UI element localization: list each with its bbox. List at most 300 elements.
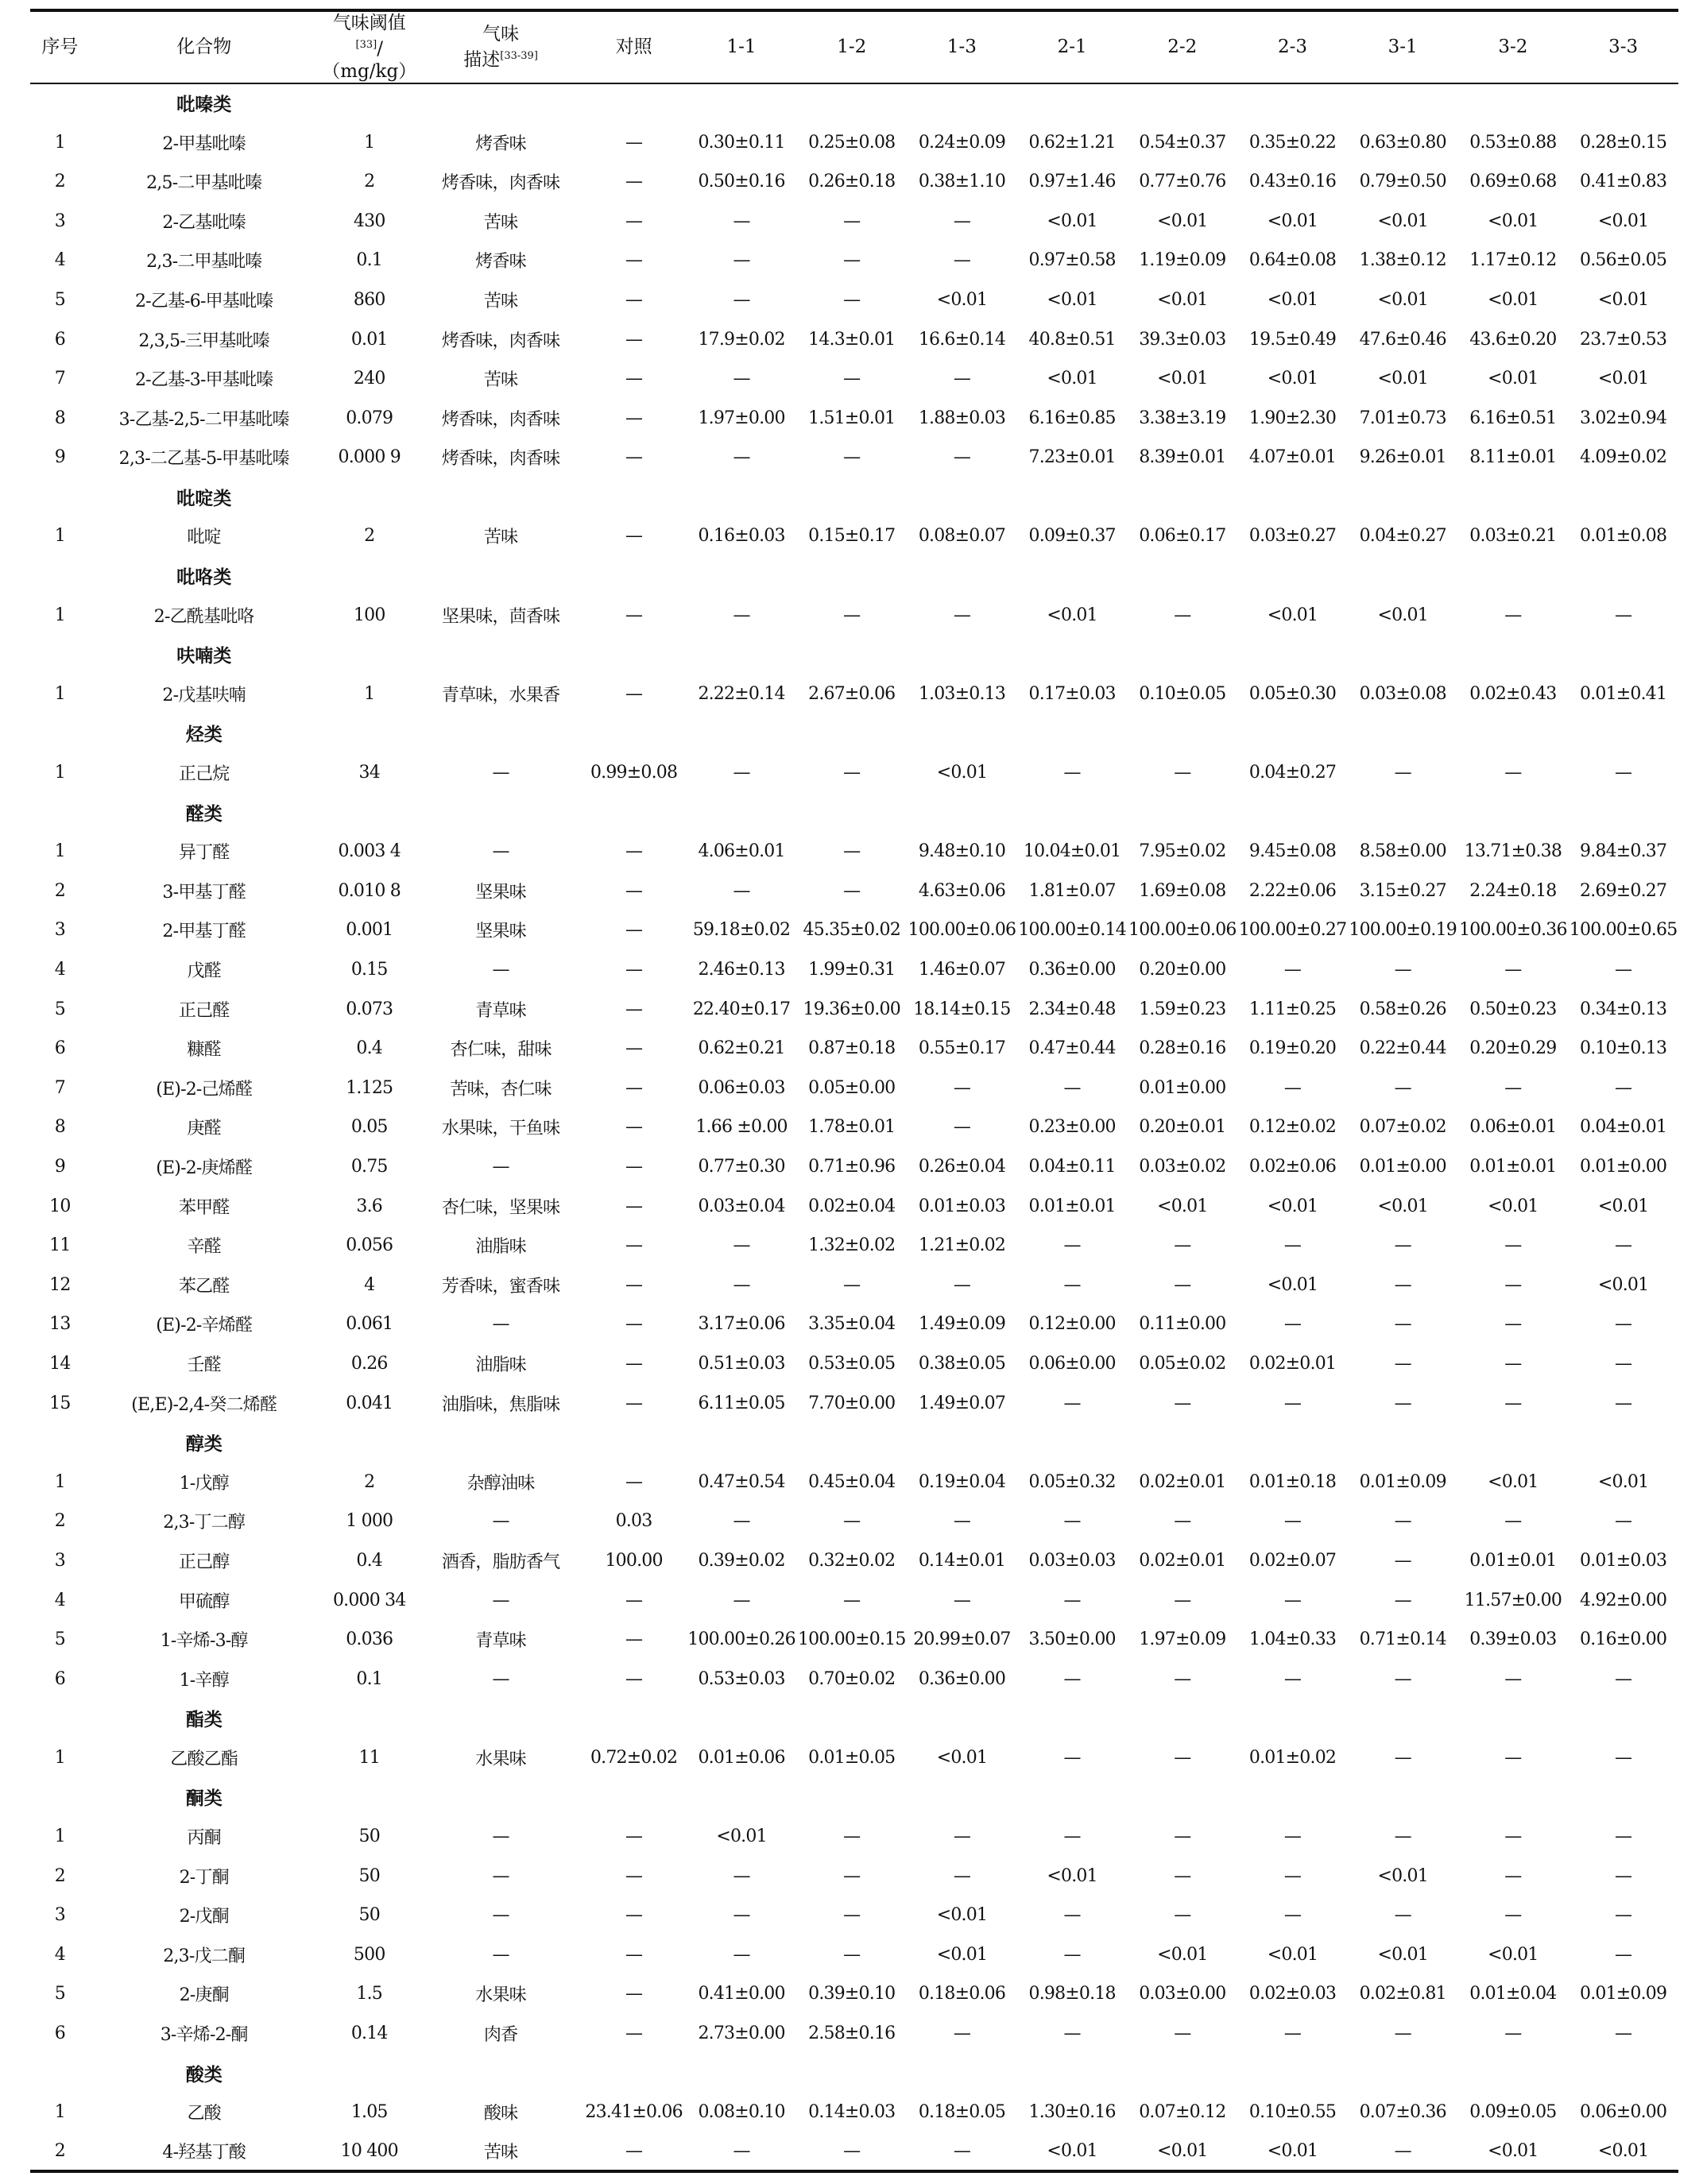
cell-sample-value: —	[953, 250, 971, 271]
cell-sample-value: 0.04±0.27	[1248, 763, 1337, 783]
cell-compound: 3-乙基-2,5-二甲基吡嗪	[118, 409, 289, 430]
cell-sample-value: 0.07±0.12	[1139, 2102, 1226, 2123]
cell-compound: 糠醛	[187, 1040, 221, 1061]
cell-sample-value: 45.35±0.02	[803, 920, 900, 941]
cell-threshold: 430	[353, 211, 385, 231]
cell-compound: 吡啶	[187, 528, 221, 548]
table-row	[30, 1620, 1678, 1660]
cell-no: 3	[54, 1905, 65, 1926]
cell-sample-value: 0.53±0.03	[698, 1668, 785, 1689]
cell-sample-value: 0.09±0.37	[1028, 526, 1116, 547]
cell-sample-value: —	[1063, 1274, 1081, 1295]
cell-sample-value: 0.04±0.11	[1028, 1156, 1116, 1177]
cell-compound: 2-丁酮	[179, 1867, 229, 1888]
cell-compound: 2,3-二甲基吡嗪	[146, 252, 262, 273]
cell-sample-value: —	[1394, 1235, 1411, 1256]
header-threshold-label: 气味阈值	[332, 13, 406, 33]
cell-empty	[30, 2053, 90, 2093]
cell-sample-value: 0.07±0.02	[1359, 1117, 1446, 1138]
cell-sample-value: 100.00±0.65	[1569, 920, 1678, 941]
cell-sample-value: —	[1283, 1865, 1302, 1886]
cell-threshold: 0.01	[350, 329, 388, 350]
cell-control: —	[625, 1826, 643, 1847]
table-row	[30, 319, 1678, 359]
cell-sample-value: —	[953, 1865, 971, 1886]
cell-sample-value: <0.01	[1047, 605, 1097, 625]
cell-sample-value: 0.45±0.04	[808, 1471, 896, 1492]
header-sample: 2-3	[1277, 37, 1308, 58]
cell-sample-value: 1.21±0.02	[918, 1235, 1006, 1256]
cell-description: 油脂味，焦脂味	[441, 1394, 560, 1415]
cell-sample-value: —	[843, 2140, 861, 2161]
cell-sample-value: 4.92±0.00	[1580, 1590, 1667, 1610]
cell-description: —	[492, 841, 509, 862]
cell-sample-value: 0.38±1.10	[918, 172, 1006, 192]
table-row	[30, 2014, 1678, 2054]
cell-sample-value: —	[1063, 1944, 1081, 1965]
cell-sample-value: 1.11±0.25	[1248, 999, 1337, 1019]
cell-sample-value: 0.28±0.16	[1139, 1038, 1226, 1059]
cell-control: —	[625, 1471, 643, 1492]
cell-sample-value: 23.7±0.53	[1580, 329, 1667, 350]
cell-sample-value: —	[1615, 1747, 1632, 1768]
cell-sample-value: —	[1504, 1747, 1522, 1768]
cell-compound: 2-甲基吡嗪	[162, 133, 246, 154]
table-row	[30, 1580, 1678, 1620]
cell-sample-value: —	[733, 2140, 750, 2161]
cell-sample-value: 0.05±0.00	[808, 1077, 896, 1098]
cell-sample-value: 0.01±0.03	[1580, 1550, 1667, 1571]
cell-sample-value: 0.02±0.01	[1248, 1353, 1337, 1374]
cell-sample-value: 1.32±0.02	[808, 1235, 896, 1256]
cell-sample-value: 0.97±1.46	[1028, 172, 1116, 192]
cell-sample-value: 0.06±0.17	[1139, 526, 1226, 547]
cell-sample-value: 0.63±0.80	[1359, 132, 1446, 153]
table-row	[30, 1305, 1678, 1344]
cell-no: 11	[49, 1235, 71, 1256]
cell-sample-value: 0.36±0.00	[918, 1668, 1006, 1689]
category-row	[30, 1423, 1678, 1463]
cell-control: 0.03	[615, 1511, 652, 1532]
cell-compound: 庚醛	[187, 1119, 221, 1139]
cell-compound: 1-戊醇	[179, 1473, 229, 1494]
cell-sample-value: —	[1283, 1511, 1302, 1532]
cell-sample-value: —	[1283, 960, 1302, 980]
cell-sample-value: —	[843, 211, 861, 231]
cell-sample-value: 7.70±0.00	[808, 1393, 896, 1413]
cell-sample-value: 1.04±0.33	[1248, 1629, 1337, 1650]
cell-sample-value: —	[843, 763, 861, 783]
cell-empty	[319, 2053, 1678, 2093]
cell-sample-value: <0.01	[1267, 211, 1318, 231]
header-row	[30, 10, 1678, 83]
header-sample: 2-2	[1167, 37, 1198, 58]
cell-compound: 2-乙酰基吡咯	[153, 606, 254, 627]
cell-compound: 2,3-丁二醇	[163, 1513, 246, 1533]
cell-sample-value: 0.50±0.23	[1469, 999, 1557, 1019]
cell-threshold: 50	[358, 1865, 380, 1886]
cell-sample-value: 0.24±0.09	[918, 132, 1006, 153]
cell-sample-value: —	[1615, 2024, 1632, 2044]
cell-empty	[30, 556, 90, 596]
cell-sample-value: 22.40±0.17	[692, 999, 791, 1019]
cell-no: 6	[54, 2024, 65, 2044]
cell-sample-value: 100.00±0.14	[1018, 920, 1126, 941]
cell-sample-value: —	[1615, 605, 1632, 625]
category-label: 呋喃类	[176, 645, 232, 667]
cell-empty	[30, 1699, 90, 1738]
table-row	[30, 1344, 1678, 1384]
cell-sample-value: 0.02±0.07	[1248, 1550, 1337, 1571]
cell-no: 7	[54, 369, 65, 389]
cell-compound: 甲硫醇	[178, 1591, 230, 1612]
cell-description: —	[492, 960, 509, 980]
cell-threshold: 10 400	[340, 2140, 398, 2161]
cell-description: 苦味	[483, 528, 518, 548]
cell-sample-value: 16.6±0.14	[918, 329, 1006, 350]
cell-sample-value: 0.14±0.01	[918, 1550, 1006, 1571]
table-row	[30, 1186, 1678, 1226]
cell-sample-value: 0.41±0.00	[698, 1984, 785, 2004]
cell-sample-value: 0.16±0.00	[1580, 1629, 1667, 1650]
table-row	[30, 675, 1678, 714]
header-threshold-slash: /	[377, 38, 383, 60]
cell-sample-value: —	[1615, 1865, 1632, 1886]
cell-sample-value: <0.01	[1488, 1944, 1539, 1965]
cell-threshold: 860	[353, 289, 385, 310]
cell-sample-value: 0.07±0.36	[1359, 2102, 1446, 2123]
cell-sample-value: 6.11±0.05	[698, 1393, 785, 1413]
cell-sample-value: —	[1174, 1905, 1191, 1926]
cell-sample-value: 0.56±0.05	[1580, 250, 1667, 271]
cell-sample-value: 1.97±0.00	[698, 408, 785, 428]
cell-sample-value: 0.12±0.02	[1248, 1117, 1337, 1138]
cell-threshold: 0.079	[346, 408, 393, 428]
cell-sample-value: 19.36±0.00	[803, 999, 900, 1019]
cell-sample-value: —	[1063, 1511, 1081, 1532]
cell-no: 3	[54, 1550, 65, 1571]
cell-sample-value: 0.01±0.01	[1469, 1156, 1557, 1177]
cell-no: 8	[54, 408, 65, 428]
cell-empty	[319, 556, 1678, 596]
cell-sample-value: —	[1283, 1590, 1302, 1610]
cell-description: 烤香味，肉香味	[441, 330, 560, 351]
cell-control: —	[625, 1196, 643, 1216]
cell-sample-value: —	[1615, 1944, 1632, 1965]
cell-sample-value: <0.01	[1377, 1196, 1428, 1216]
cell-description: 坚果味	[475, 922, 526, 942]
cell-sample-value: 3.50±0.00	[1028, 1629, 1116, 1650]
cell-sample-value: 100.00±0.19	[1349, 920, 1457, 941]
cell-threshold: 1.5	[356, 1984, 383, 2004]
cell-sample-value: —	[1394, 2140, 1411, 2161]
cell-no: 3	[54, 920, 65, 941]
cell-sample-value: 3.35±0.04	[808, 1314, 896, 1335]
cell-sample-value: <0.01	[1597, 1274, 1649, 1295]
table-row	[30, 359, 1678, 399]
cell-empty	[30, 713, 90, 753]
cell-compound: 2-庚酮	[179, 1985, 229, 2006]
category-row	[30, 1777, 1678, 1817]
category-label: 酯类	[185, 1709, 223, 1731]
cell-compound: 苯乙醛	[178, 1276, 230, 1297]
cell-description: 苦味	[483, 212, 518, 233]
header-threshold-ref: [33]	[355, 39, 377, 51]
cell-sample-value: 100.00±0.06	[1128, 920, 1237, 941]
cell-description: 青草味，水果香	[441, 685, 560, 705]
cell-sample-value: —	[1174, 1865, 1191, 1886]
cell-control: —	[625, 1117, 643, 1138]
category-row	[30, 1699, 1678, 1738]
cell-no: 5	[54, 999, 65, 1019]
cell-compound: (E)-2-庚烯醛	[156, 1158, 253, 1178]
cell-sample-value: <0.01	[1267, 605, 1318, 625]
cell-sample-value: —	[1394, 1274, 1411, 1295]
cell-sample-value: 8.11±0.01	[1469, 447, 1557, 468]
cell-sample-value: —	[1504, 1274, 1522, 1295]
cell-control: —	[625, 605, 643, 625]
cell-threshold: 4	[364, 1274, 375, 1295]
cell-description: —	[492, 1865, 509, 1886]
cell-sample-value: 7.23±0.01	[1028, 447, 1116, 468]
cell-description: 苦味	[483, 370, 518, 391]
cell-control: —	[625, 526, 643, 547]
cell-sample-value: 0.34±0.13	[1580, 999, 1667, 1019]
cell-sample-value: 1.59±0.23	[1139, 999, 1226, 1019]
cell-sample-value: 2.22±0.06	[1248, 880, 1337, 901]
cell-sample-value: —	[1394, 1353, 1411, 1374]
table-row	[30, 1935, 1678, 1975]
cell-sample-value: 0.30±0.11	[698, 132, 785, 153]
header-threshold-unit: （mg/kg）	[322, 60, 417, 82]
table-row	[30, 1265, 1678, 1305]
cell-description: —	[492, 1590, 509, 1610]
cell-sample-value: —	[843, 369, 861, 389]
cell-no: 13	[49, 1314, 71, 1335]
table-row	[30, 910, 1678, 950]
cell-control: —	[625, 1156, 643, 1177]
cell-sample-value: 4.09±0.02	[1580, 447, 1667, 468]
cell-sample-value: —	[953, 1511, 971, 1532]
cell-no: 1	[54, 1747, 65, 1768]
cell-sample-value: —	[953, 1117, 971, 1138]
cell-sample-value: —	[1615, 1668, 1632, 1689]
cell-sample-value: 0.41±0.83	[1580, 172, 1667, 192]
cell-sample-value: <0.01	[1377, 1944, 1428, 1965]
cell-sample-value: —	[953, 1590, 971, 1610]
cell-no: 2	[54, 2140, 65, 2161]
cell-compound: 3-辛烯-2-酮	[160, 2025, 248, 2046]
cell-description: 烤香味，肉香味	[441, 449, 560, 470]
cell-sample-value: —	[1504, 1314, 1522, 1335]
table-row	[30, 122, 1678, 162]
cell-sample-value: 100.00±0.26	[687, 1629, 795, 1650]
cell-sample-value: —	[1063, 1077, 1081, 1098]
cell-sample-value: —	[733, 763, 750, 783]
cell-sample-value: 14.3±0.01	[808, 329, 896, 350]
cell-sample-value: <0.01	[1267, 1274, 1318, 1295]
cell-sample-value: <0.01	[1047, 2140, 1097, 2161]
cell-sample-value: 1.51±0.01	[808, 408, 896, 428]
cell-sample-value: 18.14±0.15	[913, 999, 1011, 1019]
cell-sample-value: —	[1394, 1668, 1411, 1689]
cell-sample-value: 0.70±0.02	[808, 1668, 896, 1689]
cell-threshold: 0.010 8	[338, 880, 401, 901]
header-sample: 2-1	[1057, 37, 1087, 58]
cell-sample-value: <0.01	[936, 763, 988, 783]
cell-sample-value: 1.97±0.09	[1139, 1629, 1226, 1650]
cell-description: 油脂味	[475, 1237, 526, 1258]
cell-sample-value: <0.01	[1488, 2140, 1539, 2161]
cell-sample-value: <0.01	[1488, 1471, 1539, 1492]
cell-sample-value: 0.39±0.10	[808, 1984, 896, 2004]
cell-sample-value: —	[1394, 960, 1411, 980]
cell-sample-value: <0.01	[1157, 211, 1208, 231]
category-label: 酸类	[185, 2063, 223, 2085]
cell-description: —	[492, 1905, 509, 1926]
cell-description: 杂醇油味	[466, 1473, 535, 1494]
cell-sample-value: 0.03±0.03	[1028, 1550, 1116, 1571]
cell-sample-value: <0.01	[1377, 211, 1428, 231]
cell-sample-value: 0.97±0.58	[1028, 250, 1116, 271]
cell-sample-value: <0.01	[1488, 289, 1539, 310]
category-label: 吡啶类	[176, 487, 232, 509]
cell-compound: 1-辛烯-3-醇	[160, 1631, 248, 1652]
cell-sample-value: <0.01	[1597, 289, 1649, 310]
cell-sample-value: —	[733, 1905, 750, 1926]
cell-sample-value: <0.01	[716, 1826, 767, 1847]
cell-empty	[319, 1777, 1678, 1817]
cell-description: 苦味	[483, 2142, 518, 2163]
cell-sample-value: —	[953, 2140, 971, 2161]
cell-sample-value: 1.78±0.01	[808, 1117, 896, 1138]
cell-sample-value: 4.63±0.06	[918, 880, 1006, 901]
cell-control: 0.99±0.08	[590, 763, 678, 783]
cell-threshold: 0.1	[356, 250, 383, 271]
cell-sample-value: 0.17±0.03	[1028, 683, 1116, 704]
cell-sample-value: 9.84±0.37	[1580, 841, 1667, 862]
table-row	[30, 438, 1678, 477]
header-desc-line2	[422, 45, 580, 72]
cell-sample-value: 0.47±0.54	[698, 1471, 785, 1492]
cell-sample-value: 2.73±0.00	[698, 2024, 785, 2044]
cell-sample-value: 2.58±0.16	[808, 2024, 896, 2044]
cell-threshold: 0.14	[350, 2024, 388, 2044]
cell-control: —	[625, 1905, 643, 1926]
cell-sample-value: 1.90±2.30	[1248, 408, 1337, 428]
cell-sample-value: —	[1174, 1668, 1191, 1689]
cell-compound: 苯甲醛	[178, 1197, 230, 1218]
cell-sample-value: 0.06±0.00	[1580, 2102, 1667, 2123]
cell-sample-value: —	[1394, 1590, 1411, 1610]
cell-sample-value: <0.01	[1377, 369, 1428, 389]
cell-no: 5	[54, 1629, 65, 1650]
cell-sample-value: 0.20±0.29	[1469, 1038, 1557, 1059]
cell-no: 15	[49, 1393, 71, 1413]
cell-sample-value: 0.35±0.22	[1248, 132, 1337, 153]
cell-sample-value: —	[1063, 1826, 1081, 1847]
cell-sample-value: <0.01	[936, 1747, 988, 1768]
cell-sample-value: 0.01±0.00	[1139, 1077, 1226, 1098]
cell-sample-value: 39.3±0.03	[1139, 329, 1226, 350]
cell-compound: 2-乙基-6-甲基吡嗪	[134, 291, 273, 311]
cell-compound: (E)-2-辛烯醛	[156, 1316, 253, 1336]
cell-threshold: 0.15	[350, 960, 388, 980]
cell-description: —	[492, 1944, 509, 1965]
cell-sample-value: 0.10±0.05	[1139, 683, 1226, 704]
cell-sample-value: —	[1394, 1511, 1411, 1532]
category-row	[30, 556, 1678, 596]
cell-sample-value: —	[1063, 1747, 1081, 1768]
table-row	[30, 595, 1678, 635]
cell-no: 4	[54, 960, 65, 980]
cell-no: 10	[49, 1196, 71, 1216]
cell-sample-value: —	[1504, 1668, 1522, 1689]
cell-sample-value: —	[1063, 1590, 1081, 1610]
cell-compound: 正己烷	[178, 764, 230, 785]
cell-sample-value: <0.01	[936, 1905, 988, 1926]
cell-sample-value: —	[1394, 1826, 1411, 1847]
cell-control: —	[625, 920, 643, 941]
cell-sample-value: 0.20±0.00	[1139, 960, 1226, 980]
cell-threshold: 1.05	[350, 2102, 388, 2123]
cell-description: 坚果味	[475, 882, 526, 903]
category-label: 醛类	[185, 802, 223, 825]
cell-compound: 正己醛	[178, 1000, 230, 1021]
cell-empty	[30, 1423, 90, 1463]
top-margin	[30, 0, 1678, 9]
table-row	[30, 1659, 1678, 1699]
cell-empty	[30, 635, 90, 675]
cell-no: 2	[54, 172, 65, 192]
cell-threshold: 0.05	[350, 1117, 388, 1138]
cell-sample-value: <0.01	[1267, 2140, 1318, 2161]
cell-sample-value: —	[1174, 1826, 1191, 1847]
cell-sample-value: 0.12±0.00	[1028, 1314, 1116, 1335]
cell-sample-value: —	[1504, 2024, 1522, 2044]
cell-sample-value: 0.23±0.00	[1028, 1117, 1116, 1138]
cell-compound: 乙酸乙酯	[170, 1749, 238, 1769]
category-row	[30, 792, 1678, 832]
header-threshold	[319, 10, 420, 83]
cell-sample-value: —	[733, 369, 750, 389]
odor-compound-table	[30, 9, 1678, 2173]
cell-sample-value: 0.05±0.30	[1248, 683, 1337, 704]
cell-no: 6	[54, 1668, 65, 1689]
cell-sample-value: 1.99±0.31	[808, 960, 896, 980]
cell-sample-value: 1.69±0.08	[1139, 880, 1226, 901]
cell-sample-value: 0.02±0.01	[1139, 1471, 1226, 1492]
cell-compound: 2-乙基吡嗪	[162, 212, 246, 233]
cell-sample-value: 1.03±0.13	[918, 683, 1006, 704]
category-row	[30, 713, 1678, 753]
cell-sample-value: <0.01	[1157, 369, 1208, 389]
cell-sample-value: <0.01	[1488, 211, 1539, 231]
cell-threshold: 1	[364, 683, 375, 704]
cell-sample-value: —	[733, 1865, 750, 1886]
cell-sample-value: —	[1504, 1353, 1522, 1374]
header-sample: 3-2	[1498, 37, 1528, 58]
cell-sample-value: 0.01±0.41	[1580, 683, 1667, 704]
cell-sample-value: —	[843, 1944, 861, 1965]
cell-sample-value: —	[843, 841, 861, 862]
cell-no: 1	[54, 1826, 65, 1847]
cell-sample-value: —	[953, 2024, 971, 2044]
cell-description: 酸味	[483, 2104, 518, 2124]
cell-sample-value: —	[953, 447, 971, 468]
cell-sample-value: 0.02±0.43	[1469, 683, 1557, 704]
cell-description: —	[492, 1826, 509, 1847]
